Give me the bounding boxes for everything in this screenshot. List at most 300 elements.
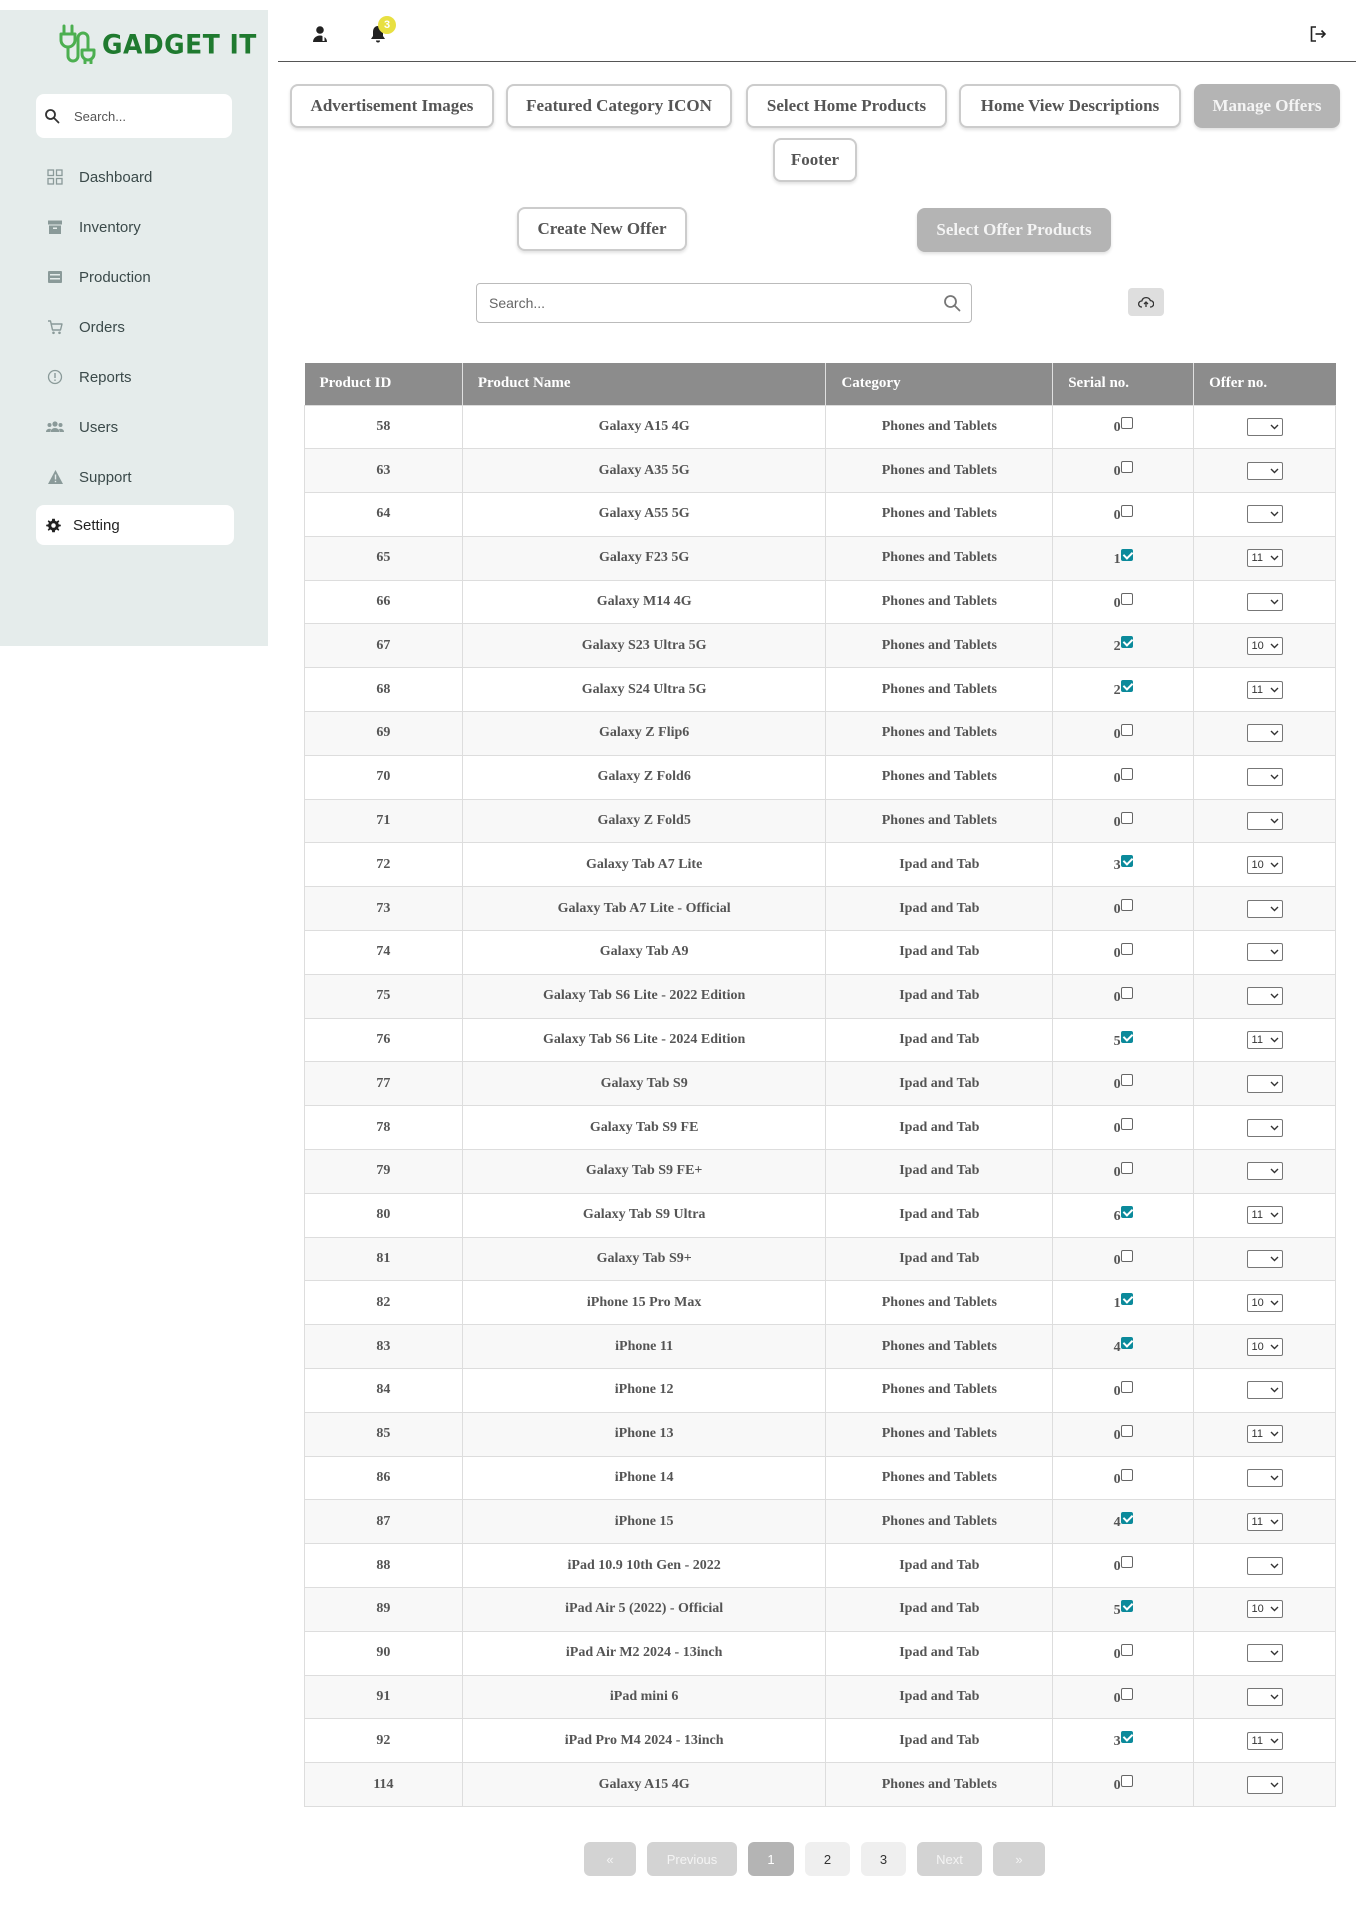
serial-number: 0 xyxy=(1113,1252,1121,1268)
cell-product-name: iPhone 14 xyxy=(462,1456,826,1500)
cell-product-id: 74 xyxy=(305,931,463,975)
chevron-down-icon xyxy=(1270,1431,1279,1437)
serial-number: 0 xyxy=(1113,1646,1121,1662)
cell-product-id: 87 xyxy=(305,1500,463,1544)
previous-page-button[interactable]: Previous xyxy=(647,1842,737,1876)
serial-checkbox[interactable] xyxy=(1121,1031,1133,1043)
cell-serial-no xyxy=(1053,1325,1194,1369)
serial-number: 2 xyxy=(1113,639,1121,655)
serial-checkbox[interactable] xyxy=(1121,1688,1133,1700)
serial-number: 0 xyxy=(1113,770,1121,786)
cell-category: Ipad and Tab xyxy=(826,1631,1053,1675)
tab-home-view-descriptions[interactable]: Home View Descriptions xyxy=(959,84,1181,128)
offer-select[interactable] xyxy=(1247,987,1283,1005)
table-row xyxy=(305,1325,1336,1369)
serial-checkbox[interactable] xyxy=(1121,1074,1133,1086)
serial-number: 0 xyxy=(1113,595,1121,611)
sidebar-item-reports[interactable] xyxy=(36,357,234,397)
offer-select[interactable] xyxy=(1247,812,1283,830)
cell-serial-no xyxy=(1053,536,1194,580)
table-row xyxy=(305,1675,1336,1719)
offer-select[interactable] xyxy=(1247,1206,1283,1224)
offer-select[interactable] xyxy=(1247,1557,1283,1575)
serial-checkbox[interactable] xyxy=(1121,1162,1133,1174)
offer-select[interactable] xyxy=(1247,1294,1283,1312)
cell-category: Phones and Tablets xyxy=(826,1281,1053,1325)
cell-serial-no xyxy=(1053,1544,1194,1588)
offer-select[interactable] xyxy=(1247,1425,1283,1443)
chevron-down-icon xyxy=(1270,1344,1279,1350)
cell-product-id: 64 xyxy=(305,493,463,537)
table-header-row xyxy=(305,363,1336,405)
warning-icon xyxy=(46,468,64,486)
chevron-down-icon xyxy=(1270,424,1279,430)
sidebar-item-inventory[interactable] xyxy=(36,207,234,247)
cell-product-name: iPad mini 6 xyxy=(462,1675,826,1719)
search-icon xyxy=(44,108,60,124)
serial-checkbox[interactable] xyxy=(1121,1600,1133,1612)
serial-number: 6 xyxy=(1113,1208,1121,1224)
cell-category: Ipad and Tab xyxy=(826,1719,1053,1763)
cell-product-id: 88 xyxy=(305,1544,463,1588)
column-header-serial-no: Serial no. xyxy=(1053,363,1194,405)
offer-select[interactable] xyxy=(1247,681,1283,699)
sidebar-item-orders[interactable] xyxy=(36,307,234,347)
cell-product-name: Galaxy F23 5G xyxy=(462,536,826,580)
cell-product-id: 91 xyxy=(305,1675,463,1719)
table-row xyxy=(305,1763,1336,1807)
serial-checkbox[interactable] xyxy=(1121,417,1133,429)
chevron-down-icon xyxy=(1270,1782,1279,1788)
chevron-down-icon xyxy=(1270,1081,1279,1087)
cell-product-name: iPhone 12 xyxy=(462,1369,826,1413)
cell-product-id: 86 xyxy=(305,1456,463,1500)
table-row xyxy=(305,1631,1336,1675)
sidebar-item-label: Support xyxy=(79,468,132,486)
offer-select-value: 10 xyxy=(1251,1340,1264,1353)
cell-serial-no xyxy=(1053,1106,1194,1150)
offer-select[interactable] xyxy=(1247,505,1283,523)
cell-category: Phones and Tablets xyxy=(826,799,1053,843)
tab-select-home-products[interactable]: Select Home Products xyxy=(746,84,947,128)
cell-offer-no xyxy=(1194,1412,1336,1456)
cell-category: Phones and Tablets xyxy=(826,1325,1053,1369)
serial-checkbox[interactable] xyxy=(1121,1512,1133,1524)
product-search-input[interactable] xyxy=(489,295,929,311)
page-button-1[interactable]: 1 xyxy=(748,1842,794,1876)
offer-select[interactable] xyxy=(1247,637,1283,655)
cell-offer-no xyxy=(1194,1544,1336,1588)
cell-offer-no xyxy=(1194,493,1336,537)
cell-serial-no xyxy=(1053,624,1194,668)
offer-select[interactable] xyxy=(1247,856,1283,874)
chevron-down-icon xyxy=(1270,599,1279,605)
serial-checkbox[interactable] xyxy=(1121,461,1133,473)
sidebar-search-input[interactable] xyxy=(74,109,214,124)
table-row xyxy=(305,799,1336,843)
cell-category: Phones and Tablets xyxy=(826,536,1053,580)
cell-product-id: 76 xyxy=(305,1018,463,1062)
chevron-down-icon xyxy=(1270,1519,1279,1525)
serial-checkbox[interactable] xyxy=(1121,1118,1133,1130)
cell-product-id: 70 xyxy=(305,755,463,799)
cell-serial-no xyxy=(1053,1588,1194,1632)
table-row xyxy=(305,1281,1336,1325)
cell-offer-no xyxy=(1194,1369,1336,1413)
offer-select[interactable] xyxy=(1247,1162,1283,1180)
table-row xyxy=(305,1062,1336,1106)
cell-product-name: Galaxy Tab S6 Lite - 2022 Edition xyxy=(462,974,826,1018)
offer-select[interactable] xyxy=(1247,900,1283,918)
offer-select[interactable] xyxy=(1247,1513,1283,1531)
cell-offer-no xyxy=(1194,1631,1336,1675)
cell-category: Ipad and Tab xyxy=(826,1588,1053,1632)
cell-product-id: 83 xyxy=(305,1325,463,1369)
cell-product-id: 63 xyxy=(305,449,463,493)
serial-checkbox[interactable] xyxy=(1121,1381,1133,1393)
cell-category: Ipad and Tab xyxy=(826,887,1053,931)
sidebar-item-support[interactable] xyxy=(36,457,234,497)
cell-product-id: 82 xyxy=(305,1281,463,1325)
offer-select-value: 10 xyxy=(1251,1603,1264,1616)
cell-product-name: iPad 10.9 10th Gen - 2022 xyxy=(462,1544,826,1588)
chevron-down-icon xyxy=(1270,774,1279,780)
cell-serial-no xyxy=(1053,493,1194,537)
chevron-down-icon xyxy=(1270,643,1279,649)
column-header-category: Category xyxy=(826,363,1053,405)
serial-checkbox[interactable] xyxy=(1121,1206,1133,1218)
serial-checkbox[interactable] xyxy=(1121,1775,1133,1787)
search-icon[interactable] xyxy=(943,294,961,312)
cell-serial-no xyxy=(1053,1193,1194,1237)
table-row xyxy=(305,1719,1336,1763)
cell-product-id: 73 xyxy=(305,887,463,931)
serial-number: 4 xyxy=(1113,1515,1121,1531)
cell-offer-no xyxy=(1194,449,1336,493)
table-row xyxy=(305,1150,1336,1194)
tab-featured-category-icon[interactable]: Featured Category ICON xyxy=(506,84,732,128)
offer-select-value: 11 xyxy=(1251,1209,1263,1222)
serial-checkbox[interactable] xyxy=(1121,593,1133,605)
serial-number: 4 xyxy=(1113,1340,1121,1356)
cell-offer-no xyxy=(1194,1237,1336,1281)
table-row xyxy=(305,580,1336,624)
sidebar-item-production[interactable] xyxy=(36,257,234,297)
offer-select[interactable] xyxy=(1247,1688,1283,1706)
serial-number: 2 xyxy=(1113,683,1121,699)
cell-offer-no xyxy=(1194,1456,1336,1500)
first-page-button[interactable]: « xyxy=(584,1842,636,1876)
cell-product-id: 80 xyxy=(305,1193,463,1237)
tab-footer[interactable]: Footer xyxy=(773,138,857,182)
cell-serial-no xyxy=(1053,1150,1194,1194)
offer-select-value: 11 xyxy=(1251,1734,1263,1747)
cell-product-id: 81 xyxy=(305,1237,463,1281)
cell-offer-no xyxy=(1194,799,1336,843)
offer-select-value: 11 xyxy=(1251,552,1263,565)
serial-number: 0 xyxy=(1113,1778,1121,1794)
serial-checkbox[interactable] xyxy=(1121,943,1133,955)
serial-number: 0 xyxy=(1113,1164,1121,1180)
serial-checkbox[interactable] xyxy=(1121,768,1133,780)
offer-select[interactable] xyxy=(1247,1381,1283,1399)
serial-number: 0 xyxy=(1113,1559,1121,1575)
offer-select[interactable] xyxy=(1247,943,1283,961)
table-row xyxy=(305,931,1336,975)
serial-checkbox[interactable] xyxy=(1121,505,1133,517)
serial-number: 0 xyxy=(1113,464,1121,480)
cell-category: Phones and Tablets xyxy=(826,580,1053,624)
cell-product-id: 90 xyxy=(305,1631,463,1675)
user-profile-icon[interactable] xyxy=(310,24,330,44)
cell-product-id: 65 xyxy=(305,536,463,580)
cell-offer-no xyxy=(1194,1106,1336,1150)
cell-offer-no xyxy=(1194,1763,1336,1807)
table-row xyxy=(305,536,1336,580)
serial-number: 1 xyxy=(1113,1296,1121,1312)
offer-select[interactable] xyxy=(1247,1075,1283,1093)
cloud-upload-button[interactable] xyxy=(1128,288,1164,316)
cell-serial-no xyxy=(1053,449,1194,493)
cell-category: Ipad and Tab xyxy=(826,1018,1053,1062)
offer-select[interactable] xyxy=(1247,768,1283,786)
page-button-3[interactable]: 3 xyxy=(861,1842,906,1876)
logout-icon[interactable] xyxy=(1308,24,1328,44)
product-search[interactable] xyxy=(476,283,972,323)
serial-number: 0 xyxy=(1113,1383,1121,1399)
table-row xyxy=(305,712,1336,756)
cell-category: Ipad and Tab xyxy=(826,843,1053,887)
cell-serial-no xyxy=(1053,712,1194,756)
cell-serial-no xyxy=(1053,1500,1194,1544)
table-row xyxy=(305,1544,1336,1588)
sidebar-item-label: Setting xyxy=(73,516,120,534)
cell-offer-no xyxy=(1194,1062,1336,1106)
offer-select[interactable] xyxy=(1247,1776,1283,1794)
serial-checkbox[interactable] xyxy=(1121,1731,1133,1743)
cell-product-name: Galaxy A35 5G xyxy=(462,449,826,493)
chevron-down-icon xyxy=(1270,1606,1279,1612)
cell-category: Ipad and Tab xyxy=(826,931,1053,975)
sidebar-item-setting[interactable] xyxy=(36,505,234,545)
cell-product-name: Galaxy Tab S6 Lite - 2024 Edition xyxy=(462,1018,826,1062)
cell-category: Ipad and Tab xyxy=(826,1237,1053,1281)
offer-select[interactable] xyxy=(1247,1031,1283,1049)
serial-checkbox[interactable] xyxy=(1121,899,1133,911)
cell-product-name: iPad Pro M4 2024 - 13inch xyxy=(462,1719,826,1763)
offer-select[interactable] xyxy=(1247,1469,1283,1487)
chevron-down-icon xyxy=(1270,1125,1279,1131)
serial-checkbox[interactable] xyxy=(1121,1293,1133,1305)
cell-product-name: Galaxy A55 5G xyxy=(462,493,826,537)
cell-product-id: 72 xyxy=(305,843,463,887)
chevron-down-icon xyxy=(1270,1694,1279,1700)
sidebar-item-label: Production xyxy=(79,268,151,286)
serial-number: 3 xyxy=(1113,858,1121,874)
chevron-down-icon xyxy=(1270,511,1279,517)
chevron-down-icon xyxy=(1270,1256,1279,1262)
cell-offer-no xyxy=(1194,1325,1336,1369)
next-page-button[interactable]: Next xyxy=(917,1842,982,1876)
cell-serial-no xyxy=(1053,1369,1194,1413)
offer-select[interactable] xyxy=(1247,1732,1283,1750)
serial-checkbox[interactable] xyxy=(1121,636,1133,648)
chevron-down-icon xyxy=(1270,949,1279,955)
chevron-down-icon xyxy=(1270,1738,1279,1744)
brand-logo[interactable] xyxy=(58,24,257,64)
serial-number: 0 xyxy=(1113,726,1121,742)
serial-checkbox[interactable] xyxy=(1121,1425,1133,1437)
chevron-down-icon xyxy=(1270,468,1279,474)
sidebar-search[interactable] xyxy=(36,94,232,138)
offer-select[interactable] xyxy=(1247,462,1283,480)
column-header-offer-no: Offer no. xyxy=(1194,363,1336,405)
cell-product-name: Galaxy Z Fold5 xyxy=(462,799,826,843)
table-row xyxy=(305,1588,1336,1632)
serial-checkbox[interactable] xyxy=(1121,987,1133,999)
cell-category: Ipad and Tab xyxy=(826,1193,1053,1237)
cart-icon xyxy=(46,318,64,336)
chevron-down-icon xyxy=(1270,555,1279,561)
cell-offer-no xyxy=(1194,536,1336,580)
offer-select-value: 10 xyxy=(1251,1296,1264,1309)
serial-checkbox[interactable] xyxy=(1121,1644,1133,1656)
serial-checkbox[interactable] xyxy=(1121,1250,1133,1262)
offer-select[interactable] xyxy=(1247,1644,1283,1662)
grid-icon xyxy=(46,168,64,186)
offer-select[interactable] xyxy=(1247,418,1283,436)
offer-select-value: 11 xyxy=(1251,1428,1263,1441)
table-row xyxy=(305,624,1336,668)
cell-product-name: Galaxy A15 4G xyxy=(462,405,826,449)
tab-advertisement-images[interactable]: Advertisement Images xyxy=(290,84,494,128)
cell-offer-no xyxy=(1194,1193,1336,1237)
serial-number: 0 xyxy=(1113,507,1121,523)
serial-number: 0 xyxy=(1113,1690,1121,1706)
sidebar-item-dashboard[interactable] xyxy=(36,157,234,197)
serial-checkbox[interactable] xyxy=(1121,855,1133,867)
cell-offer-no xyxy=(1194,843,1336,887)
cell-product-name: Galaxy Z Flip6 xyxy=(462,712,826,756)
serial-number: 0 xyxy=(1113,989,1121,1005)
cell-offer-no xyxy=(1194,624,1336,668)
cell-category: Phones and Tablets xyxy=(826,1763,1053,1807)
cell-product-id: 78 xyxy=(305,1106,463,1150)
page-button-2[interactable]: 2 xyxy=(805,1842,850,1876)
serial-number: 5 xyxy=(1113,1033,1121,1049)
serial-checkbox[interactable] xyxy=(1121,1337,1133,1349)
serial-number: 3 xyxy=(1113,1734,1121,1750)
cell-product-name: Galaxy M14 4G xyxy=(462,580,826,624)
chevron-down-icon xyxy=(1270,818,1279,824)
cell-serial-no xyxy=(1053,1675,1194,1719)
cell-product-name: iPad Air M2 2024 - 13inch xyxy=(462,1631,826,1675)
cell-serial-no xyxy=(1053,974,1194,1018)
offer-select[interactable] xyxy=(1247,1338,1283,1356)
serial-checkbox[interactable] xyxy=(1121,812,1133,824)
serial-number: 0 xyxy=(1113,1471,1121,1487)
table-row xyxy=(305,755,1336,799)
create-new-offer-button[interactable]: Create New Offer xyxy=(517,207,687,251)
offer-select[interactable] xyxy=(1247,1600,1283,1618)
cell-product-id: 92 xyxy=(305,1719,463,1763)
cell-offer-no xyxy=(1194,712,1336,756)
sidebar-item-label: Orders xyxy=(79,318,125,336)
cell-category: Phones and Tablets xyxy=(826,1369,1053,1413)
table-body xyxy=(305,405,1336,1807)
serial-number: 5 xyxy=(1113,1602,1121,1618)
tab-manage-offers[interactable]: Manage Offers xyxy=(1194,84,1340,128)
cell-serial-no xyxy=(1053,1237,1194,1281)
cell-product-name: iPhone 15 Pro Max xyxy=(462,1281,826,1325)
cell-product-name: Galaxy A15 4G xyxy=(462,1763,826,1807)
cell-category: Ipad and Tab xyxy=(826,1106,1053,1150)
offer-select[interactable] xyxy=(1247,1250,1283,1268)
column-header-product-id: Product ID xyxy=(305,363,463,405)
table-row xyxy=(305,974,1336,1018)
cell-product-id: 114 xyxy=(305,1763,463,1807)
table-row xyxy=(305,449,1336,493)
chevron-down-icon xyxy=(1270,862,1279,868)
cell-serial-no xyxy=(1053,405,1194,449)
offer-select-value: 11 xyxy=(1251,683,1263,696)
table-row xyxy=(305,1456,1336,1500)
chevron-down-icon xyxy=(1270,1212,1279,1218)
cell-offer-no xyxy=(1194,1675,1336,1719)
cell-category: Phones and Tablets xyxy=(826,624,1053,668)
offer-select[interactable] xyxy=(1247,724,1283,742)
cell-category: Ipad and Tab xyxy=(826,1062,1053,1106)
cell-offer-no xyxy=(1194,668,1336,712)
cell-category: Ipad and Tab xyxy=(826,1544,1053,1588)
cell-product-id: 75 xyxy=(305,974,463,1018)
offer-select[interactable] xyxy=(1247,549,1283,567)
cell-product-id: 85 xyxy=(305,1412,463,1456)
cell-offer-no xyxy=(1194,1281,1336,1325)
cell-product-id: 84 xyxy=(305,1369,463,1413)
chevron-down-icon xyxy=(1270,1037,1279,1043)
table-row xyxy=(305,1412,1336,1456)
offer-select[interactable] xyxy=(1247,593,1283,611)
serial-checkbox[interactable] xyxy=(1121,549,1133,561)
gear-icon xyxy=(44,516,62,534)
cell-serial-no xyxy=(1053,580,1194,624)
sidebar-item-users[interactable] xyxy=(36,407,234,447)
offer-select[interactable] xyxy=(1247,1119,1283,1137)
cell-serial-no xyxy=(1053,1412,1194,1456)
serial-checkbox[interactable] xyxy=(1121,1469,1133,1481)
column-header-product-name: Product Name xyxy=(462,363,826,405)
cell-offer-no xyxy=(1194,1500,1336,1544)
sidebar-item-label: Inventory xyxy=(79,218,141,236)
cell-serial-no xyxy=(1053,668,1194,712)
table-row xyxy=(305,1106,1336,1150)
alert-circle-icon xyxy=(46,368,64,386)
cell-offer-no xyxy=(1194,405,1336,449)
cell-category: Ipad and Tab xyxy=(826,1150,1053,1194)
table-row xyxy=(305,1369,1336,1413)
cell-product-id: 69 xyxy=(305,712,463,756)
chevron-down-icon xyxy=(1270,1387,1279,1393)
serial-checkbox[interactable] xyxy=(1121,680,1133,692)
serial-checkbox[interactable] xyxy=(1121,1556,1133,1568)
cell-serial-no xyxy=(1053,843,1194,887)
select-offer-products-button[interactable]: Select Offer Products xyxy=(917,208,1111,252)
cell-product-name: Galaxy Tab S9 FE+ xyxy=(462,1150,826,1194)
serial-number: 0 xyxy=(1113,902,1121,918)
serial-checkbox[interactable] xyxy=(1121,724,1133,736)
last-page-button[interactable]: » xyxy=(993,1842,1045,1876)
